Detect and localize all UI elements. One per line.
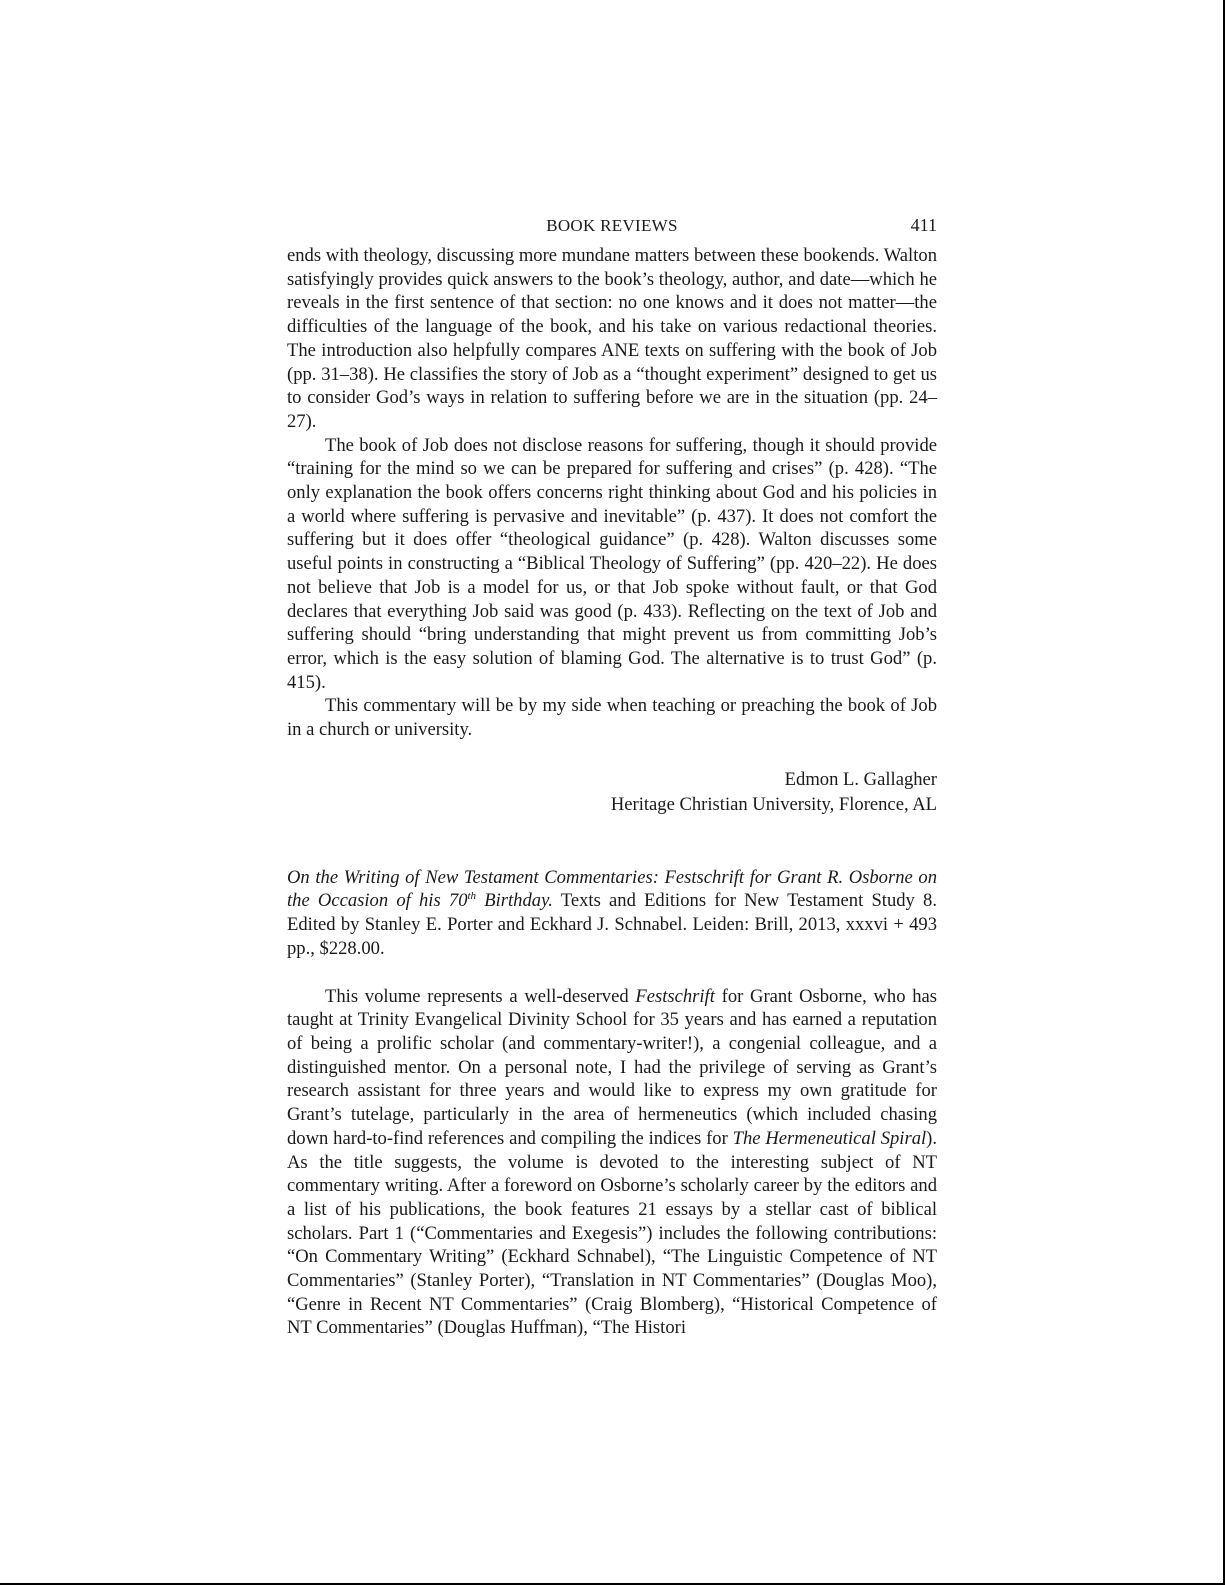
review-paragraph: ends with theology, discussing more mundane matters between these bookends. Walton satisfyingly provides quick answers to the book’s theology, author, and date—which he reveals in the first sentence of that section: no one knows and it does not matter—the difficulties of the language of the book, and his take on various redactional theories. The introduction also helpfully compares ANE texts on suffering with the book of Job (pp. 31–38). He classifies the story of Job as a “thought experiment” designed to get us to consider God’s ways in relation to suffering before we are in the situation (pp. 24–27). — [287, 245, 937, 432]
reviewer-signature — [287, 767, 937, 817]
running-header — [287, 214, 937, 238]
review-paragraph: The book of Job does not disclose reasons for suffering, though it should provide “training for the mind so we can be prepared for suffering and crises” (p. 428). “The only explanation the book offers concerns right thinking about God and his policies in a world where suffering is pervasive and inevitable” (p. 437). It does not comfort the suffering but it does offer “theological guidance” (p. 428). Walton discusses some useful points in constructing a “Biblical Theology of Suffering” (pp. 420–22). He does not believe that Job is a model for us, or that Job spoke without fault, or that God declares that everything Job said was good (p. 433). Reflecting on the text of Job and suffering should “bring understanding that might prevent us from committing Job’s error, which is the easy solution of blaming God. The alternative is to trust God” (p. 415). — [287, 434, 937, 693]
running-title: BOOK REVIEWS — [546, 216, 678, 235]
review-paragraph: This volume represents a well-deserved Festschrift for Grant Osborne, who has taught at Trinity Evangelical Divinity School for 35 years and has earned a reputation of being a prolific scholar (and commentary-writer!), a congenial colleague, and a distinguished mentor. On a personal note, I had the privilege of serving as Grant’s research assistant for three years and would like to express my own gratitude for Grant’s tutelage, particularly in the area of hermeneutics (which included chasing down hard-to-find references and compiling the indices for The Hermeneutical Spiral). As the title suggests, the volume is devoted to the interesting subject of NT commentary writing. After a foreword on Osborne’s scholarly career by the editors and a list of his publications, the book features 21 essays by a stellar cast of biblical scholars. Part 1 (“Commentaries and Exegesis”) includes the following contributions: “On Commentary Writing” (Eckhard Schnabel), “The Linguistic Competence of NT Commentaries” (Stanley Porter), “Translation in NT Commentaries” (Douglas Moo), “Genre in Recent NT Commentaries” (Craig Blomberg), “Historical Competence of NT Commentaries” (Douglas Huffman), “The Histori — [287, 985, 938, 1339]
festschrift-term: Festschrift — [635, 985, 715, 1007]
reviewer-affiliation: Heritage Christian University, Florence, AL — [610, 793, 937, 815]
publication-info: Texts and Editions for New Testament Study 8. Edited by Stanley E. Porter and Eckhard J. Schnabel. Leiden: Brill, 2013, xxxvi + 493 pp., $228.00. — [287, 890, 937, 959]
review-festschrift — [287, 866, 937, 1340]
review-paragraph: This commentary will be by my side when teaching or preaching the book of Job in a church or university. — [287, 695, 937, 741]
review-job-commentary — [287, 244, 937, 817]
book-title: On the Writing of New Testament Commentaries: Festschrift for Grant R. Osborne on the Occasion of his 70th Birthday. — [287, 866, 937, 912]
cited-book-title: The Hermeneutical Spiral — [732, 1127, 927, 1149]
page-text-block — [287, 214, 937, 1340]
book-citation — [287, 866, 937, 961]
reviewer-name: Edmon L. Gallagher — [784, 768, 937, 790]
page-number: 411 — [910, 215, 937, 235]
